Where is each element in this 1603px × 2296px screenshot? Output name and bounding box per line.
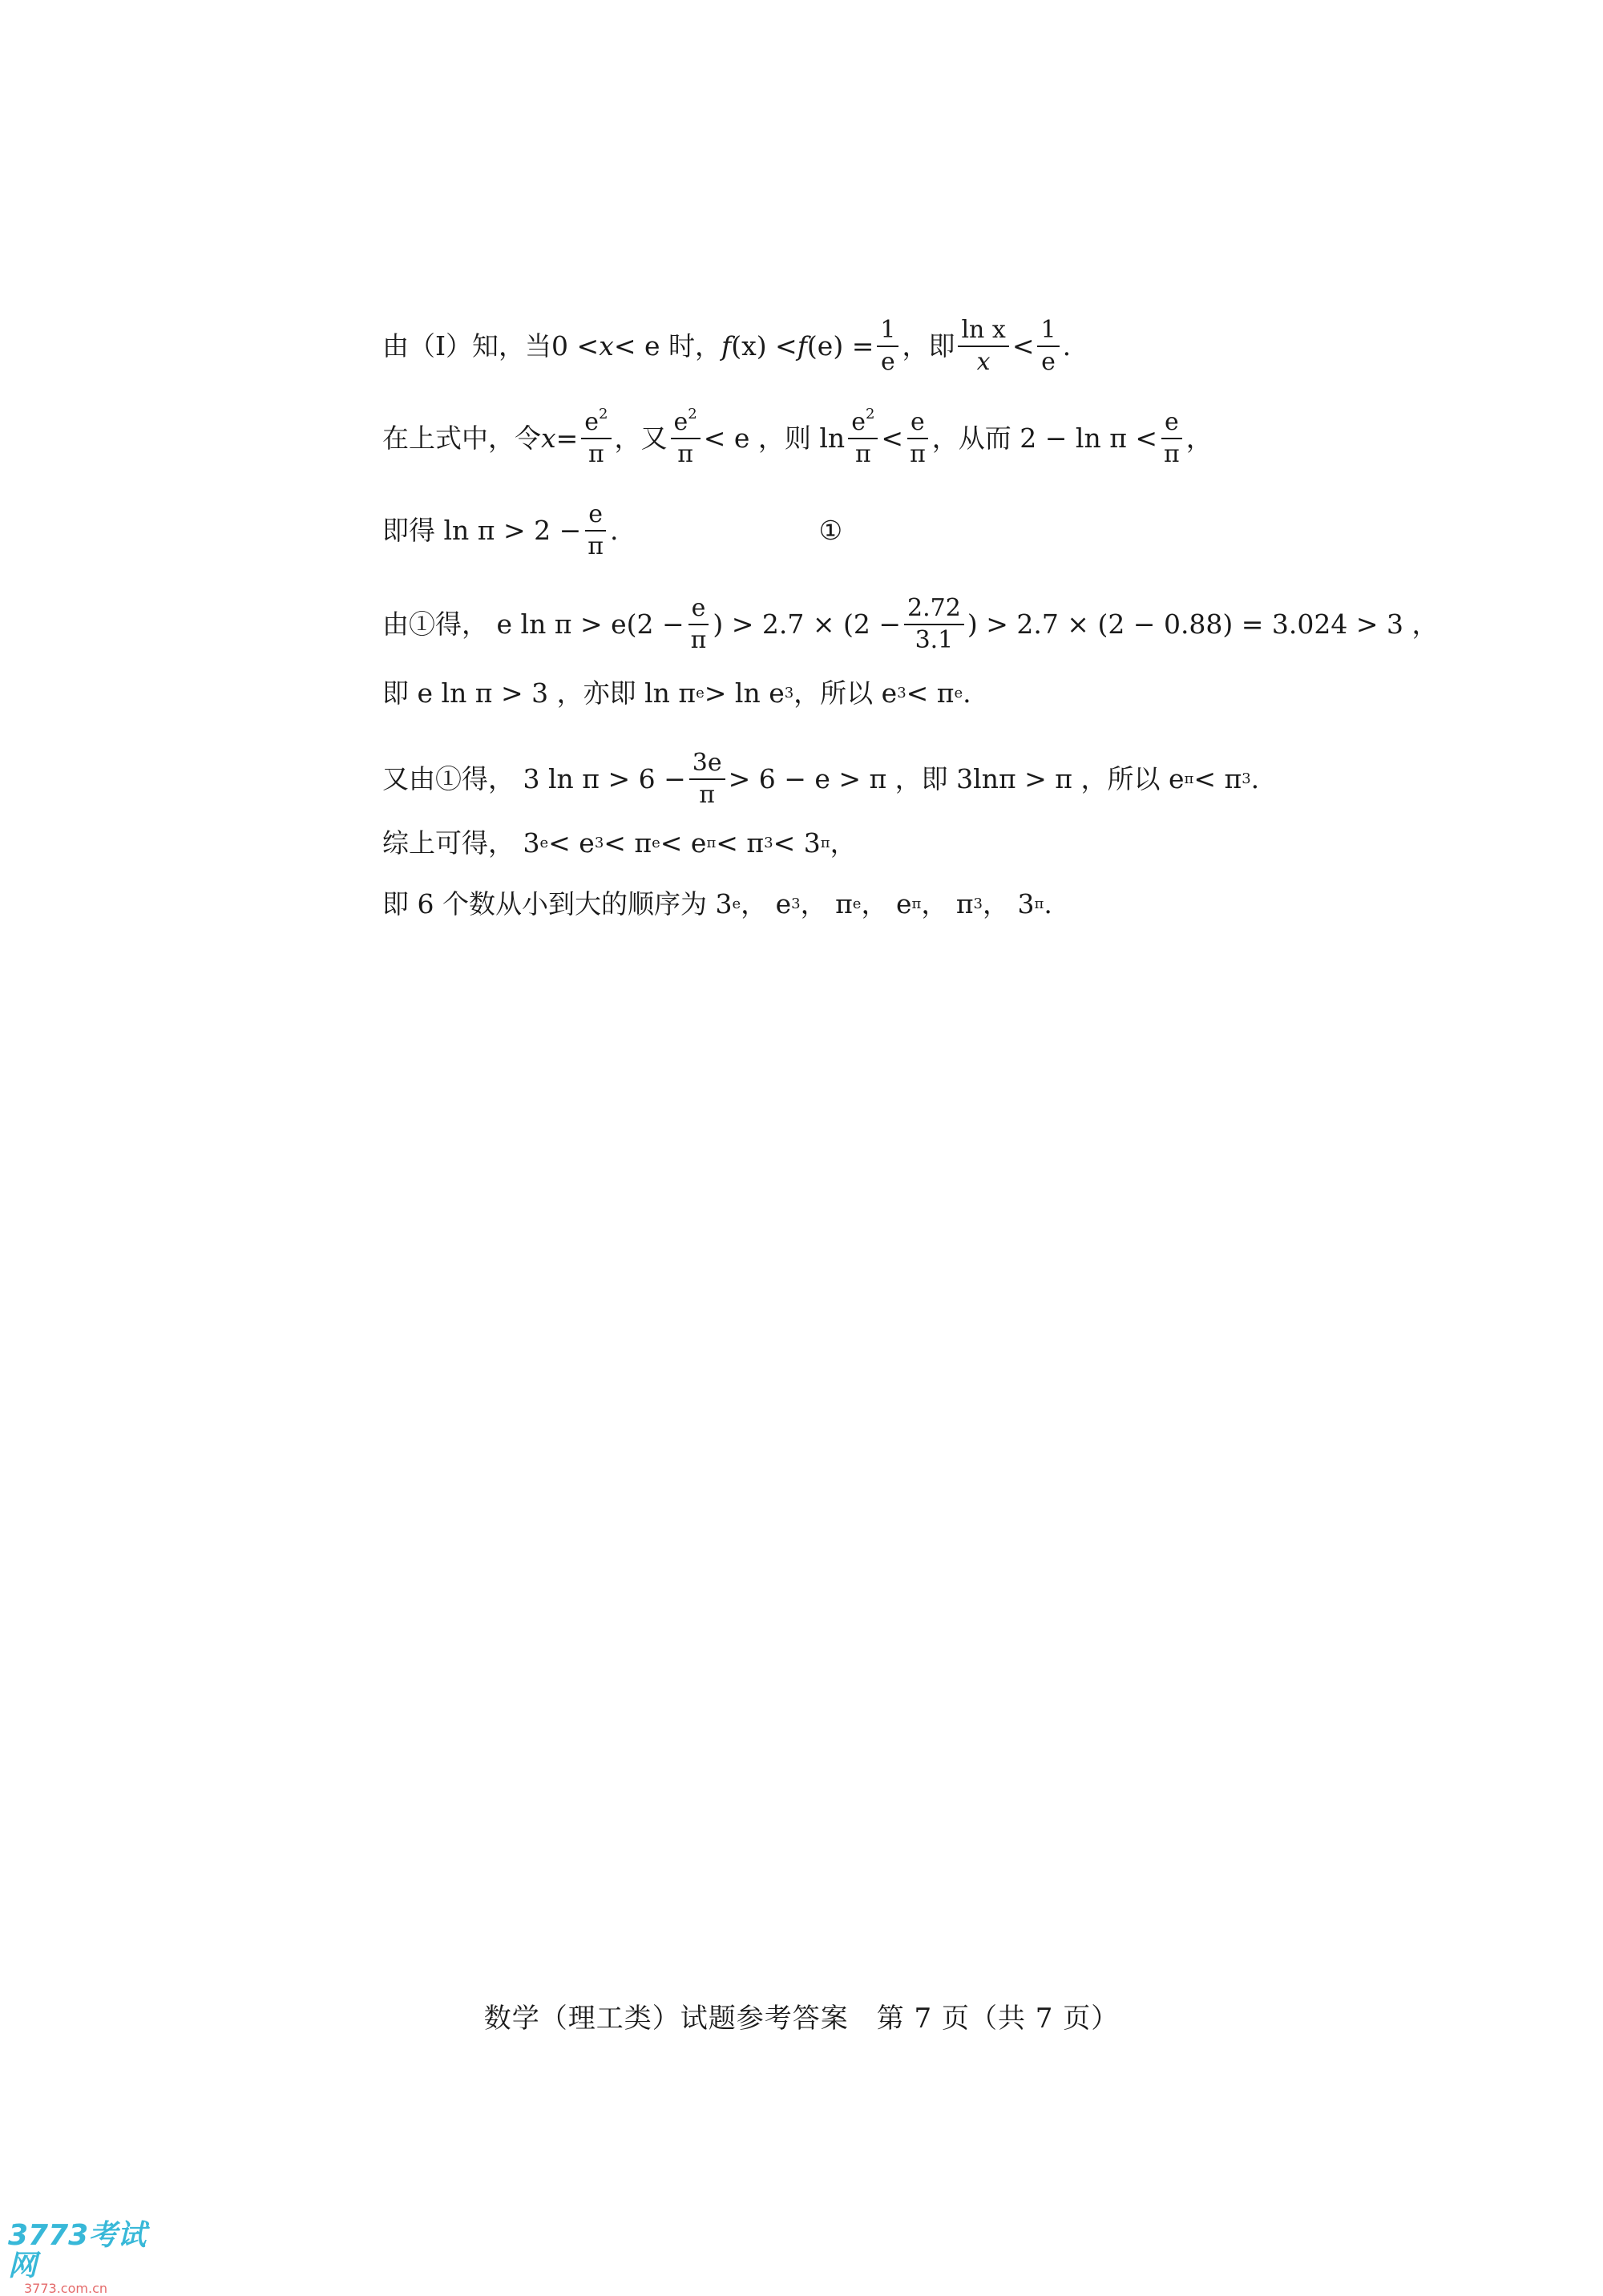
func-f: f	[797, 330, 807, 362]
var-x: x	[599, 330, 614, 362]
text: ) > 2.7 × (2 −	[713, 608, 902, 640]
text: ，	[830, 827, 857, 859]
text: ) > 2.7 × (2 − 0.88) = 3.024 > 3 ，	[967, 608, 1439, 640]
text: 由①得， e ln π > e(2 −	[382, 608, 684, 640]
site-watermark-logo	[8, 2219, 168, 2296]
solution-line-4	[382, 595, 1439, 654]
text: > ln e	[704, 677, 785, 709]
numerator: e	[907, 409, 928, 439]
text: 0 <	[551, 330, 600, 362]
page-footer: 数学（理工类）试题参考答案 第 7 页（共 7 页）	[483, 2003, 1120, 2035]
text: .	[1044, 888, 1052, 920]
numerator: 3e	[689, 750, 725, 780]
text: > 6 − e > π ，即 3lnπ > π ，所以 e	[728, 763, 1185, 794]
exponent: 2	[688, 406, 697, 422]
text: ，又	[614, 422, 668, 454]
fraction	[958, 317, 1008, 376]
denominator: π	[588, 440, 604, 468]
text: .	[1250, 763, 1260, 794]
text: <	[881, 422, 904, 454]
numerator: e	[585, 501, 606, 532]
text: < π	[604, 827, 652, 859]
text: ， e	[861, 888, 912, 920]
numerator	[581, 406, 611, 439]
exponent: 2	[865, 406, 875, 422]
text: < 3	[773, 827, 821, 859]
text: .	[609, 515, 619, 546]
text: < π	[1193, 763, 1242, 794]
text: < e 时，	[613, 330, 721, 362]
solution-line-6: 又由①得， 3 ln π > 6 − $\frac{3e}{\pi}$ > 6 − e > π ，即 3lnπ > π ，所以 e π < π 3 .	[382, 749, 1260, 809]
numerator: e	[1161, 409, 1182, 439]
text: ，所以 e	[793, 677, 898, 709]
denominator: x	[976, 348, 991, 376]
solution-line-3	[382, 501, 842, 560]
text: 由（Ⅰ）知，当	[382, 330, 552, 362]
fraction	[688, 595, 710, 654]
fraction	[584, 501, 607, 560]
var-x: x	[541, 422, 556, 454]
denominator: π	[1164, 440, 1180, 468]
text: =	[555, 422, 579, 454]
text: < e	[548, 827, 595, 859]
base: e	[584, 408, 600, 436]
text: 综上可得， 3	[382, 827, 540, 859]
fraction	[1037, 317, 1059, 376]
text: 即得 ln π > 2 −	[382, 515, 582, 546]
text: < e	[660, 827, 707, 859]
numerator	[671, 406, 701, 439]
text: ， π	[800, 888, 853, 920]
denominator: π	[587, 532, 604, 560]
text: (e) =	[806, 330, 874, 362]
fraction	[1161, 409, 1183, 468]
denominator: 3.1	[915, 626, 954, 654]
fraction	[906, 409, 929, 468]
func-f: f	[721, 330, 732, 362]
text: .	[963, 677, 971, 709]
fraction	[904, 595, 964, 654]
denominator: e	[1041, 348, 1056, 376]
numerator: ln x	[958, 317, 1008, 347]
fraction	[671, 406, 701, 468]
numerator: 2.72	[904, 595, 964, 625]
solution-line-7: 综上可得， 3 e < e 3 < π e < e π < π 3 < 3 π ，	[382, 827, 857, 859]
text: ，	[1185, 422, 1213, 454]
text: < e ，则 ln	[703, 422, 846, 454]
solution-line-1	[382, 317, 1071, 376]
numerator: 1	[877, 317, 898, 347]
solution-line-8: 即 6 个数从小到大的顺序为 3 e ， e 3 ， π e ， e π ， π 3 ， 3 π .	[382, 888, 1052, 920]
text: .	[1062, 330, 1072, 362]
text: 又由①得， 3 ln π > 6 −	[382, 763, 686, 794]
fraction	[581, 406, 611, 468]
text: 即 6 个数从小到大的顺序为 3	[382, 888, 733, 920]
text: ，从而 2 − ln π <	[931, 422, 1158, 454]
denominator: π	[690, 626, 707, 654]
denominator: π	[677, 440, 693, 468]
text: ，即	[902, 330, 955, 362]
text: ， 3	[982, 888, 1035, 920]
fraction	[689, 750, 725, 809]
base: e	[673, 408, 688, 436]
text: (x) <	[731, 330, 797, 362]
text: ， π	[921, 888, 974, 920]
denominator: π	[854, 440, 871, 468]
numerator	[848, 406, 878, 439]
denominator: π	[699, 781, 716, 809]
denominator: e	[881, 348, 895, 376]
equation-marker: ①	[818, 515, 843, 546]
watermark-main-text: 3773考试网	[8, 2219, 147, 2282]
solution-line-2	[382, 406, 1213, 468]
text: 即 e ln π > 3 ，亦即 ln π	[382, 677, 697, 709]
exponent: 2	[599, 406, 608, 422]
text: ， e	[741, 888, 792, 920]
text: < π	[906, 677, 955, 709]
text: 在上式中，令	[382, 422, 541, 454]
solution-line-5: 即 e ln π > 3 ，亦即 ln π e > ln e 3 ，所以 e 3 < π e .	[382, 677, 971, 709]
fraction	[877, 317, 898, 376]
fraction	[848, 406, 878, 468]
watermark-url: 3773.com.cn	[24, 2281, 107, 2296]
denominator: π	[910, 440, 926, 468]
numerator: e	[688, 595, 709, 625]
base: e	[851, 408, 866, 436]
numerator: 1	[1037, 317, 1059, 347]
text: <	[1011, 330, 1035, 362]
text: < π	[716, 827, 765, 859]
